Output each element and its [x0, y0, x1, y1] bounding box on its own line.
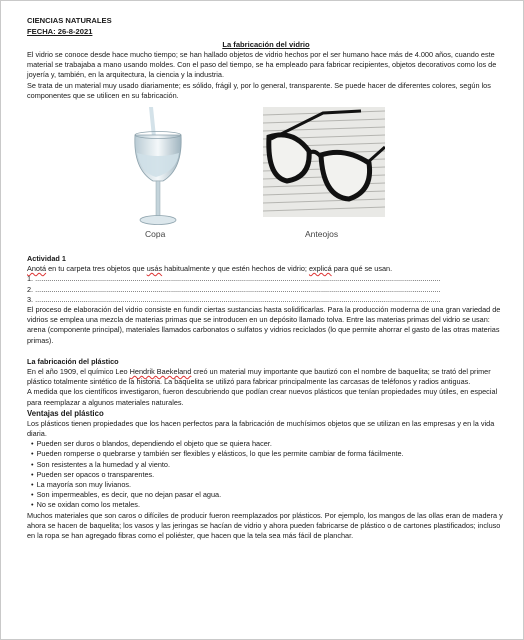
intro-paragraph-1: El vidrio se conoce desde hace mucho tiempo; se han hallado objetos de vidrio hechos por el ser humano hace más de 4.000 años, cuando este material se trabajaba a mano usando moldes. Con el paso del tiempo, se ha empleado para fabricar recipientes, objetos decorativos como los de joyería y, también, en la arquitectura, la ciencia y la industria. — [27, 50, 497, 80]
eyeglasses-image — [263, 107, 385, 217]
glass-process-paragraph: El proceso de elaboración del vidrio consiste en fundir ciertas sustancias hasta solidificarlas. Para la producción moderna de una gran variedad de vidrios se emplea una mezcla de materias primas que se introducen en un depósito llamado tolva. Entre las materias primas del vidrio se usan: arena (componente principal), materiales llamados carbonatos o sulfatos y vidrios reciclados (lo que permite ahorrar el gasto de las otras materias primas). — [27, 305, 501, 345]
subject-heading: CIENCIAS NATURALES — [27, 16, 112, 25]
advantage-item: • Pueden ser opacos o transparentes. — [27, 470, 505, 480]
plastic-history-paragraph: En el año 1909, el químico Leo Hendrik Baekeland creó un material muy importante que bautizó con el nombre de baquelita; se trató del primer plástico totalmente sintético de la historia. La baquelita se utilizó para fabricar principalmente las carcasas de teléfonos y radios antiguas. — [27, 367, 491, 387]
document-title: La fabricación del vidrio — [222, 40, 310, 49]
answer-line-1: 1. ........................................................................................................................................................................................................ — [27, 274, 441, 284]
advantage-item: • Pueden romperse o quebrarse y también ser flexibles y elásticos, lo que les permite cambiar de forma fácilmente. — [27, 449, 505, 459]
wine-glass-image — [123, 107, 193, 229]
answer-line-3: 3. ........................................................................................................................................................................................................ — [27, 294, 441, 304]
date-heading: FECHA: 26-8-2021 — [27, 27, 93, 36]
document-content — [27, 15, 505, 541]
advantage-item: • Son resistentes a la humedad y al viento. — [27, 460, 505, 470]
closing-paragraph: Muchos materiales que son caros o difíciles de producir fueron reemplazados por plásticos. Por ejemplo, los mangos de las ollas eran de madera y ahora se hacen de baquelita; los vasos y las jeringas se hacían de vidrio y ahora pueden fabricarse de plástico o de cartones plastificados; incluso en la ropa se han agregado fibras como el poliéster, que hacen que la tela sea más fácil de planchar. — [27, 510, 503, 541]
activity-title: Actividad 1 — [27, 254, 66, 264]
advantage-item: • Pueden ser duros o blandos, dependiendo el objeto que se quiera hacer. — [27, 439, 505, 449]
glass-caption: Copa — [145, 229, 166, 240]
answer-line-2: 2. ........................................................................................................................................................................................................ — [27, 284, 441, 294]
advantage-item: • Son impermeables, es decir, que no dejan pasar el agua. — [27, 490, 505, 500]
plastic-section-title: La fabricación del plástico — [27, 356, 119, 366]
glasses-caption: Anteojos — [305, 229, 339, 240]
advantages-intro: Los plásticos tienen propiedades que los hacen perfectos para la fabricación de muchísimos objetos que se utilizan en las empresas y en la vida diaria. — [27, 418, 495, 439]
intro-paragraph-2: Se trata de un material muy usado diariamente; es sólido, frágil y, por lo general, transparente. Se puede hacer de diferentes colores, según los componentes que se utilicen en su fabricación. — [27, 80, 491, 100]
activity-instruction: Anotá en tu carpeta tres objetos que usás habitualmente y que estén hechos de vidrio; explicá para qué se usan. — [27, 264, 393, 274]
advantages-title: Ventajas del plástico — [27, 408, 104, 418]
advantage-item: • La mayoría son muy livianos. — [27, 480, 505, 490]
advantage-item: • No se oxidan como los metales. — [27, 500, 505, 510]
plastic-research-paragraph: A medida que los científicos investigaron, fueron descubriendo que podían crear nuevos plásticos que tenían propiedades muy útiles, en especial para reemplazar a algunos materiales naturales. — [27, 387, 498, 407]
images-row — [27, 107, 505, 245]
